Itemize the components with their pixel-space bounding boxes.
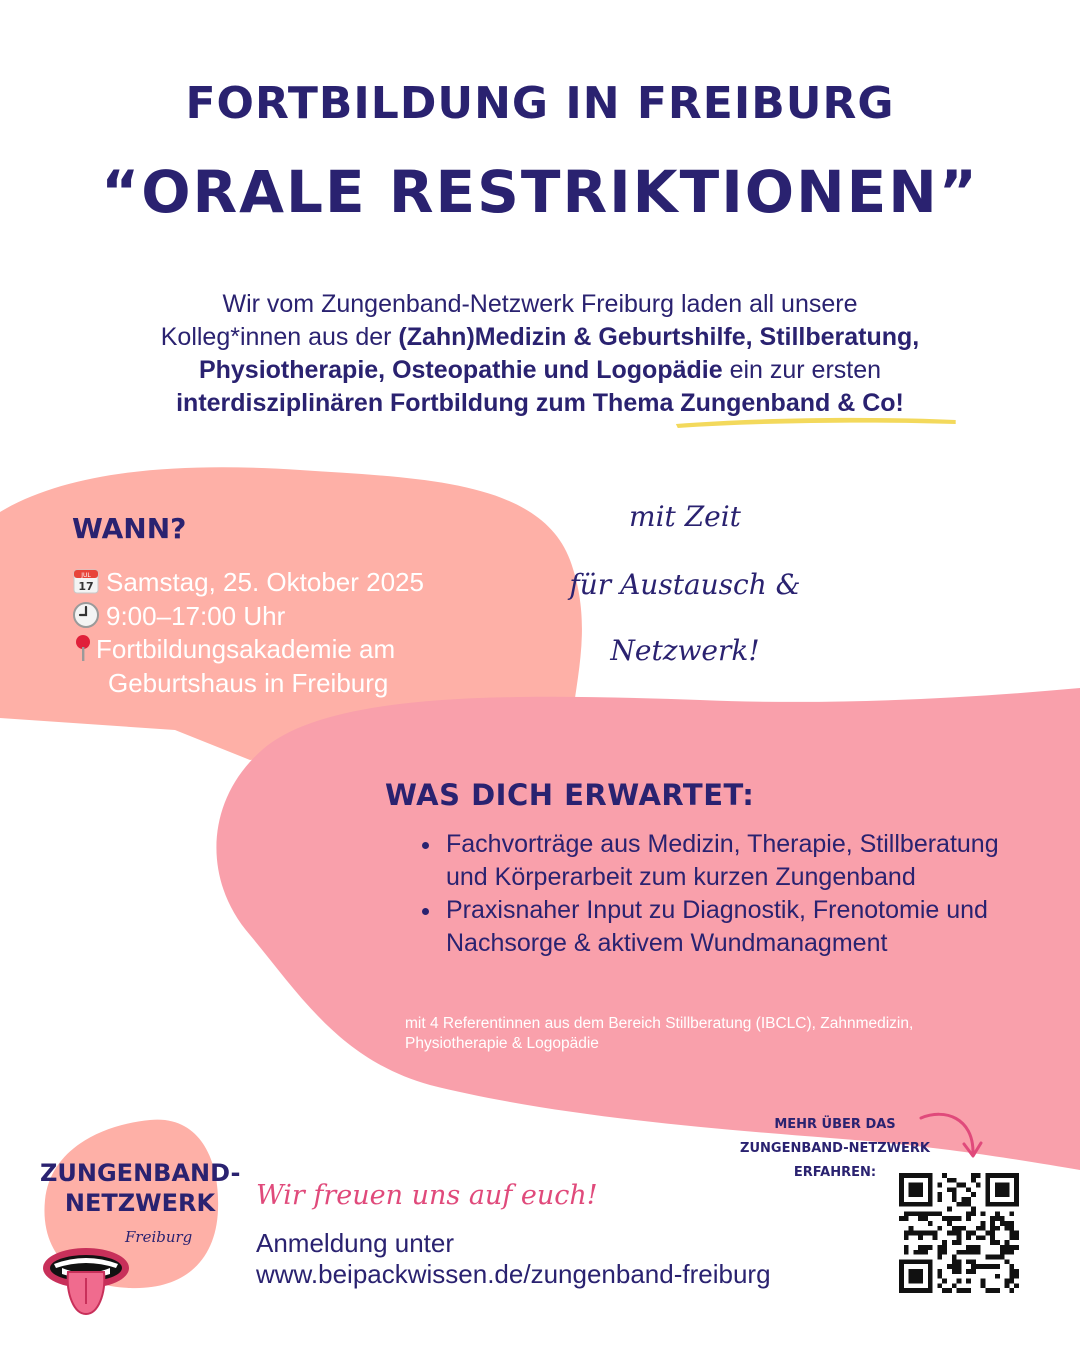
- intro-line-2: Kolleg*innen aus der: [160, 323, 399, 351]
- was-title: WAS DICH ERWARTET:: [385, 778, 755, 812]
- underline-swoosh: [674, 414, 958, 430]
- wann-place-line2: Geburtshaus in Freiburg: [108, 668, 389, 698]
- arrow-icon: [915, 1108, 985, 1166]
- logo-text: [40, 1158, 240, 1218]
- intro-highlight-text: Zungenband & Co!: [680, 389, 904, 417]
- intro-line-2-bold: (Zahn)Medizin & Geburtshilfe, Stillberatung,: [398, 323, 920, 351]
- registration: [256, 1228, 771, 1290]
- registration-label: Anmeldung unter: [256, 1228, 455, 1258]
- more-info-line2: ZUNGENBAND-NETZWERK: [740, 1141, 930, 1156]
- intro-text: [60, 288, 1020, 420]
- wann-time-text: 9:00–17:00 Uhr: [106, 601, 286, 631]
- intro-highlight: [680, 387, 904, 420]
- qr-code[interactable]: [899, 1173, 1019, 1293]
- tongue-mouth-icon: [40, 1238, 132, 1318]
- more-info-line3: ERFAHREN:: [793, 1165, 877, 1180]
- script-note-line1: mit Zeit: [629, 500, 741, 533]
- calendar-month: JUL: [81, 572, 91, 579]
- wann-place: [72, 634, 395, 665]
- wann-time: [72, 601, 285, 632]
- pin-icon: [72, 634, 94, 662]
- logo-line2: NETZWERK: [64, 1189, 216, 1217]
- intro-line-4-bold: interdisziplinären Fortbildung zum Thema: [176, 389, 681, 417]
- more-info-line1: MEHR ÜBER DAS: [774, 1117, 896, 1132]
- headline-title: “ORALE RESTRIKTIONEN”: [101, 158, 979, 226]
- logo-sub: Freiburg: [125, 1228, 193, 1246]
- intro-line-1: Wir vom Zungenband-Netzwerk Freiburg laden all unsere: [222, 290, 858, 318]
- speakers-note: mit 4 Referentinnen aus dem Bereich Stillberatung (IBCLC), Zahnmedizin, Physiotherapie & Logopädie: [405, 1015, 914, 1052]
- registration-url[interactable]: www.beipackwissen.de/zungenband-freiburg: [256, 1259, 771, 1289]
- script-note-line3: Netzwerk!: [610, 634, 760, 667]
- script-note-line2: für Austausch &: [569, 568, 801, 601]
- calendar-icon: [72, 567, 100, 595]
- logo-line1: ZUNGENBAND-: [40, 1159, 241, 1187]
- list-item: Praxisnaher Input zu Diagnostik, Frenotomie und Nachsorge & aktivem Wundmanagment: [420, 894, 1040, 960]
- clock-icon: [72, 601, 100, 629]
- wann-place-line1: Fortbildungsakademie am: [96, 634, 396, 664]
- intro-line-3-bold: Physiotherapie, Osteopathie und Logopädie: [198, 356, 723, 384]
- was-list: [420, 828, 1040, 960]
- wann-title: WANN?: [72, 512, 187, 545]
- calendar-day: 17: [78, 580, 94, 593]
- wann-date: [72, 567, 424, 598]
- wann-date-text: Samstag, 25. Oktober 2025: [106, 567, 424, 597]
- headline-subtitle: FORTBILDUNG IN FREIBURG: [185, 78, 895, 129]
- intro-line-3: ein zur ersten: [722, 356, 882, 384]
- greeting: Wir freuen uns auf euch!: [256, 1180, 598, 1211]
- list-item: Fachvorträge aus Medizin, Therapie, Stillberatung und Körperarbeit zum kurzen Zungenband: [420, 828, 1040, 894]
